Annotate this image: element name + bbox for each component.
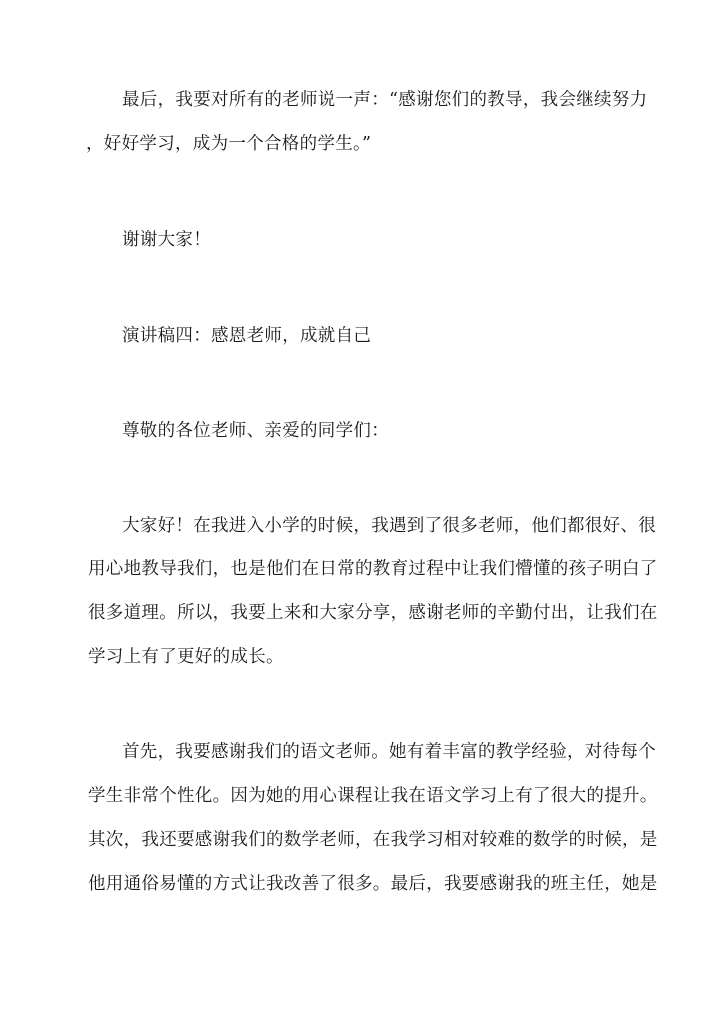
paragraph-1-line-2: ，好好学习，成为一个合格的学生。”	[86, 134, 372, 154]
salutation: 尊敬的各位老师、亲爱的同学们：	[122, 421, 389, 441]
paragraph-5-line-3: 很多道理。所以，我要上来和大家分享，感谢老师的辛勤付出，让我们在	[88, 603, 658, 623]
speech-title: 演讲稿四：感恩老师，成就自己	[122, 326, 372, 346]
paragraph-5-line-2: 用心地教导我们，也是他们在日常的教育过程中让我们懵懂的孩子明白了	[88, 559, 658, 579]
paragraph-1-line-1: 最后，我要对所有的老师说一声：“感谢您们的教导，我会继续努力	[122, 90, 648, 110]
paragraph-6-line-3: 其次，我还要感谢我们的数学老师，在我学习相对较难的数学的时候，是	[88, 830, 658, 850]
paragraph-6-line-1: 首先，我要感谢我们的语文老师。她有着丰富的教学经验，对待每个	[122, 742, 656, 762]
paragraph-5-line-1: 大家好！在我进入小学的时候，我遇到了很多老师，他们都很好、很	[122, 516, 656, 536]
paragraph-2-line-1: 谢谢大家！	[122, 230, 211, 250]
paragraph-5-line-4: 学习上有了更好的成长。	[88, 647, 284, 667]
paragraph-6-line-2: 学生非常个性化。因为她的用心课程让我在语文学习上有了很大的提升。	[88, 786, 658, 806]
paragraph-6-line-4: 他用通俗易懂的方式让我改善了很多。最后，我要感谢我的班主任，她是	[88, 874, 658, 894]
